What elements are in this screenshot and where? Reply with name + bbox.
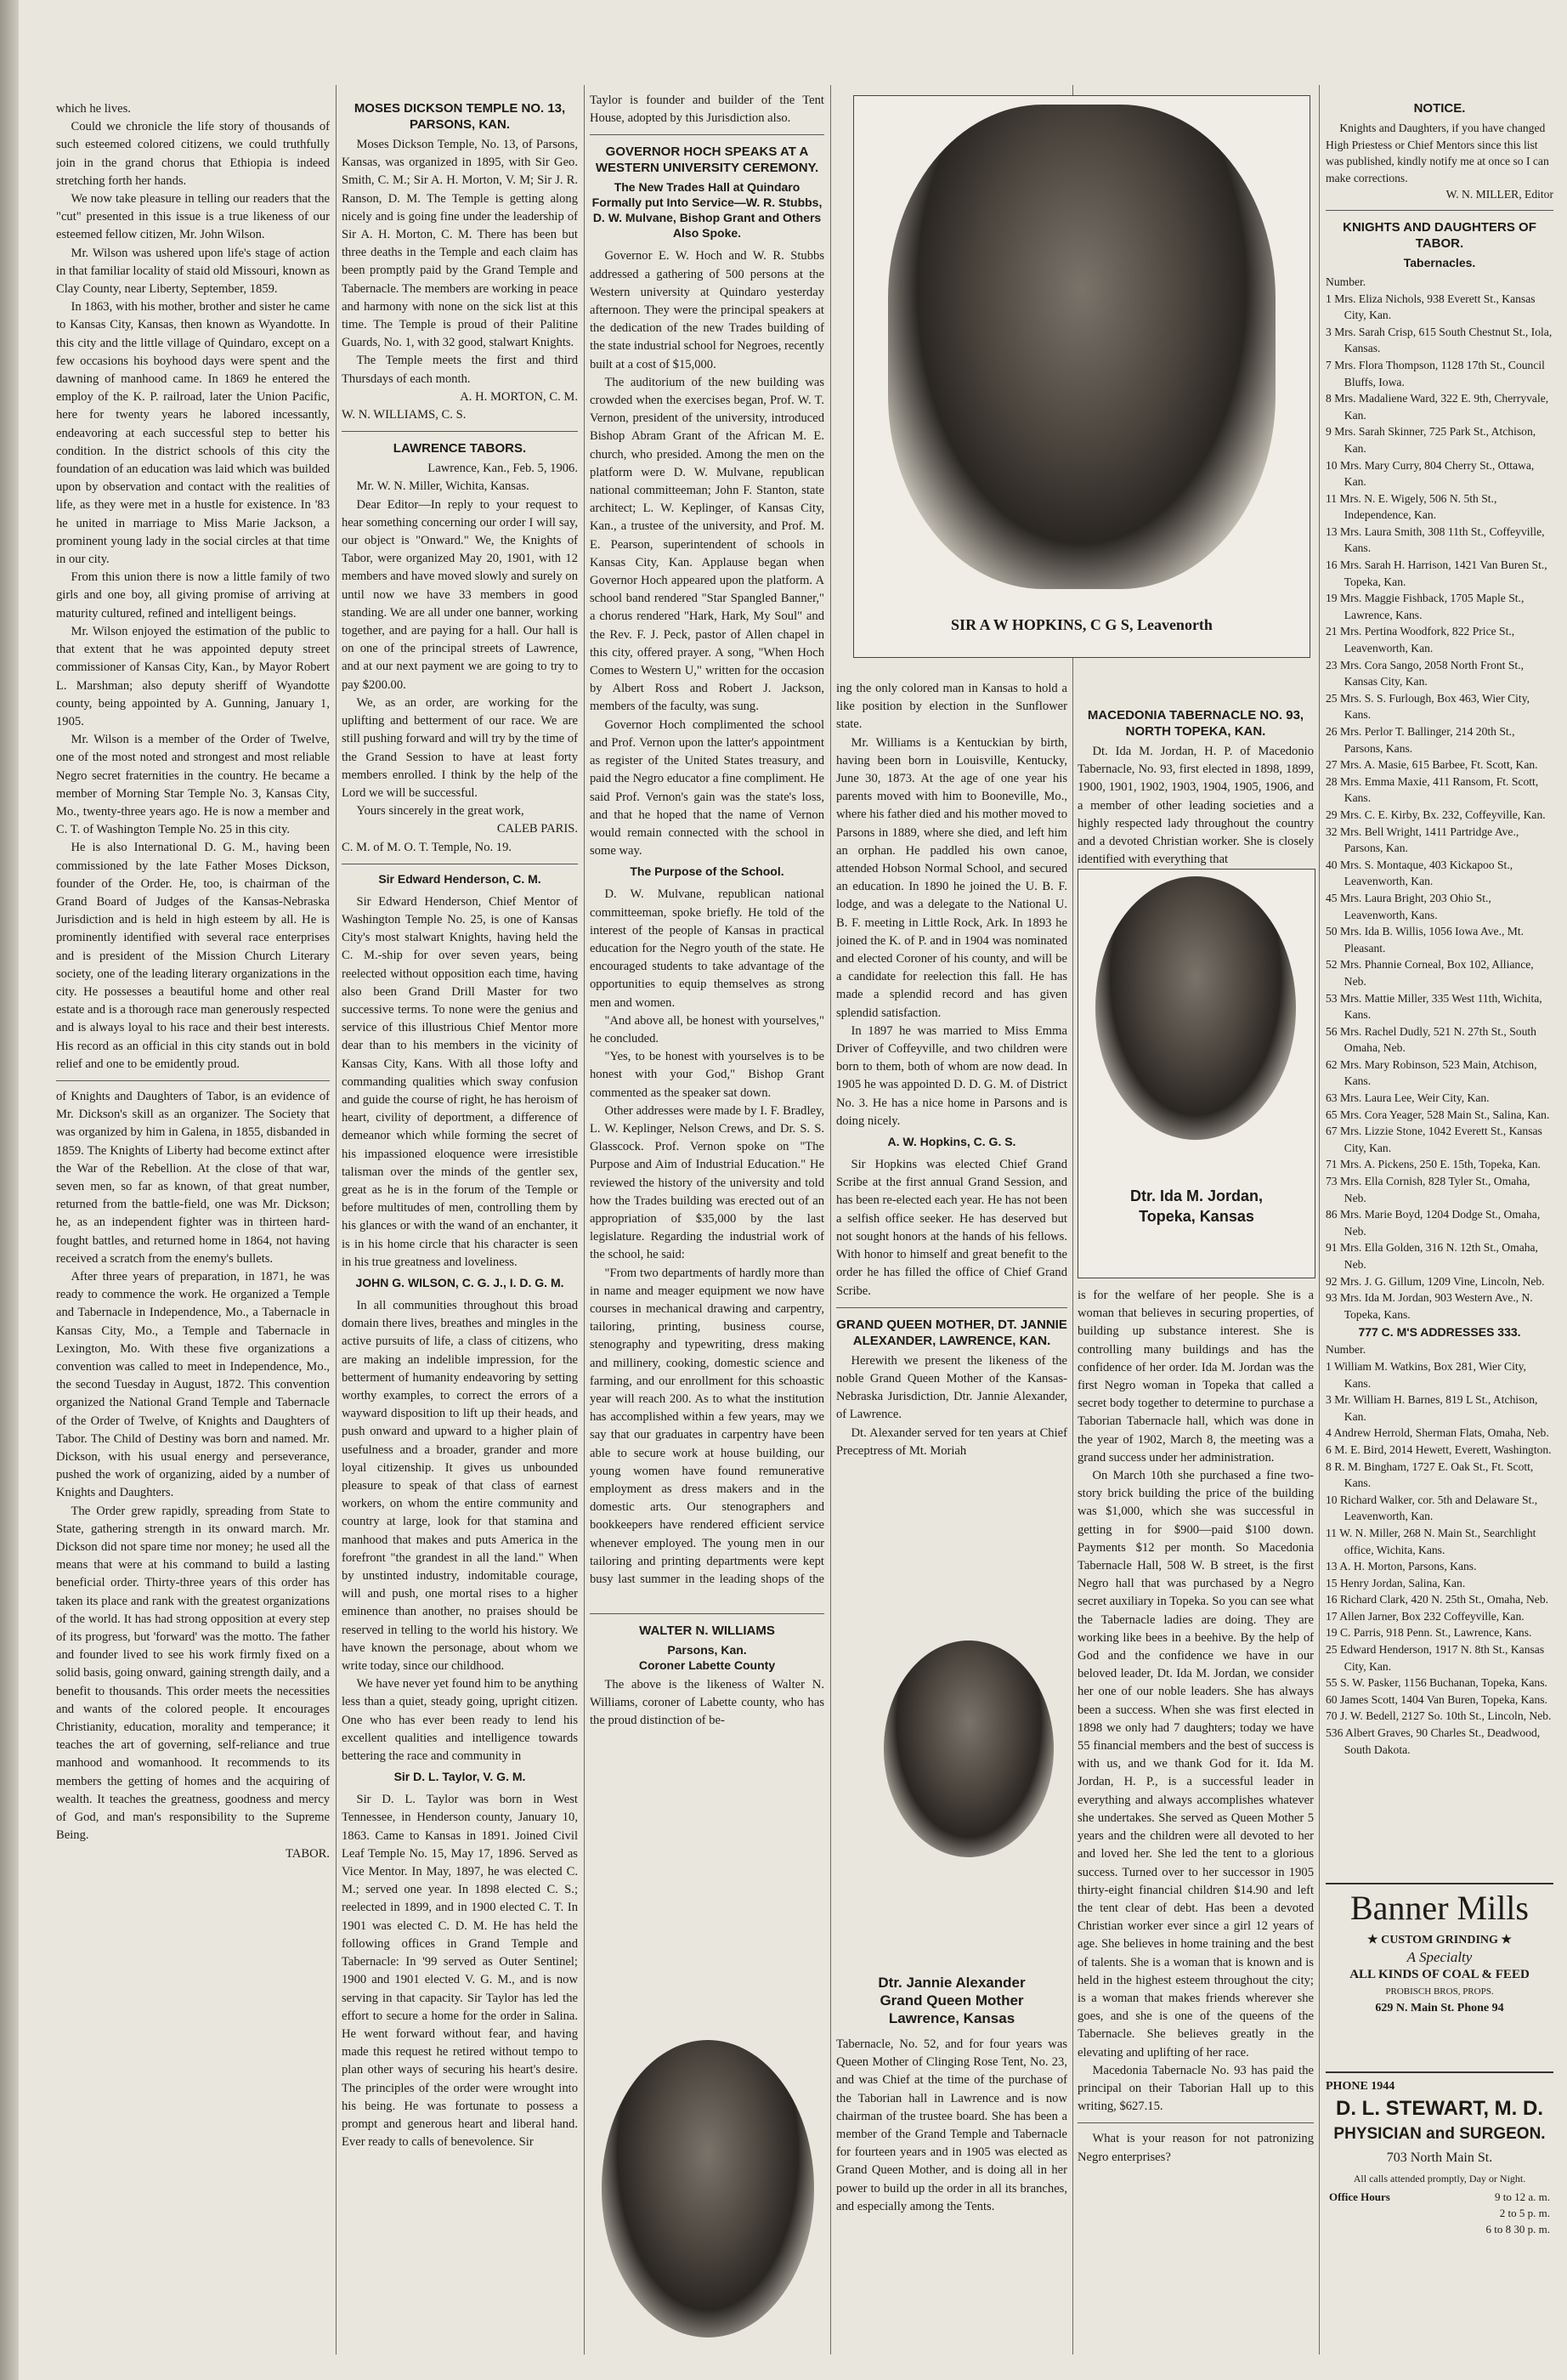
hopkins-portrait (888, 105, 1276, 589)
column-rule (336, 85, 337, 2354)
article-paragraph: which he lives. (56, 102, 131, 116)
caption-line: Dtr. Jannie Alexander (878, 1975, 1026, 1991)
article-paragraph: Herewith we present the likeness of the noble Grand Queen Mother of the Kansas-Nebraska Jurisdiction, Dtr. Jannie Alexander, of Lawrence. (836, 1353, 1067, 1422)
list-label: Number. (1326, 1343, 1366, 1357)
ad-line: PHYSICIAN and SURGEON. (1333, 2125, 1546, 2143)
portrait-caption (1078, 1186, 1315, 1227)
notice-text: Knights and Daughters, if you have changed High Priestess or Chief Mentors since this list was published, kindly notify me at once so I can make corrections. (1326, 122, 1549, 184)
ad-line: PROBISCH BROS, PROPS. (1385, 1986, 1494, 1997)
article-paragraph: Mr. Williams is a Kentuckian by birth, having been born in Louisville, Kentucky, June 30, 1873. At the age of one year his parents moved with him to Booneville, Mo., where his father died and his mother moved to Parsons in 1889, where she died, and left him an orphan. He paddled his own canoe, attended Hobson Normal School, and secured an education. In 1890 he joined the U. B. F. lodge, and was a delegate to the National U. B. F. meeting in Little Rock, Ark. In 1893 he joined the K. of P. and in 1904 was nominated and elected Coroner of his county, and will be a candidate for reelection this fall. He has made a splendid record and has given splendid satisfaction. (836, 735, 1067, 1020)
hours-line: 9 to 12 a. m. (1495, 2190, 1550, 2203)
list-item: 8 R. M. Bingham, 1727 E. Oak St., Ft. Scott, Kans. (1326, 1459, 1534, 1490)
article-paragraph: is for the welfare of her people. She is a woman that believes in securing properties, of building up substance interest. She is controlling many buildings and has the confidence of her order. Ida M. Jordan was the first Negro woman in Topeka that called a secret body together to determine to purchase a Taborian Tabernacle hall, which was done in the year of 1902, March 8, the meeting was a grand success under her administration. (1078, 1289, 1314, 1465)
column-4 (836, 680, 1067, 1615)
signature: C. M. of M. O. T. Temple, No. 19. (342, 840, 512, 854)
article-paragraph: We have never yet found him to be anything less than a quiet, steady going, upright citizen. One who has ever been ready to lend his excellent qualities and intelligence towards bettering the race and community in (342, 1677, 578, 1764)
article-paragraph: "From two departments of hardly more than in name and meager equipment we now have courses in mechanical drawing and carpentry, tailoring, printing, business course, stenography and typewriting, dress making and millinery, cooking, domestic science and farming, and our enrollment for this schoastic year will reach 200. As to what the institution has accomplished within a few years, may we say that our graduates in carpentry have been able to secure work at house building, our young women have found remunerative employment as dress makers and in the domestic arts. Our stenographers and bookkeepers have rendered efficient service whenever employed. The young men in our tailoring and printing departments were kept busy last summer in the leading shops of the (590, 1266, 824, 1587)
column-rule (830, 85, 831, 2354)
column-6 (1326, 92, 1553, 1877)
list-item: 40 Mrs. S. Montaque, 403 Kickapoo St., Leavenworth, Kan. (1326, 858, 1513, 888)
column-4-continued (836, 2036, 1067, 2350)
article-paragraph: Dt. Ida M. Jordan, H. P. of Macedonio Tabernacle, No. 93, first elected in 1898, 1899, 1900, 1901, 1902, 1903, 1904, 1905, 1906, and a member of other leading societies and a highly respected lady throughout the country and a devoted Christian worker. She is closely identified with everything that (1078, 745, 1314, 867)
ad-line: ★ CUSTOM GRINDING ★ (1367, 1934, 1512, 1946)
list-item: 536 Albert Graves, 90 Charles St., Deadwood, South Dakota. (1326, 1726, 1541, 1756)
list-item: 7 Mrs. Flora Thompson, 1128 17th St., Council Bluffs, Iowa. (1326, 358, 1545, 388)
article-paragraph: Dt. Alexander served for ten years at Chief Preceptress of Mt. Moriah (836, 1425, 1067, 1458)
subheadline: 777 C. M'S ADDRESSES 333. (1358, 1325, 1521, 1340)
portrait-caption: SIR A W HOPKINS, C G S, Leavenorth (951, 616, 1213, 633)
divider (1326, 210, 1553, 211)
list-item: 16 Richard Clark, 420 N. 25th St., Omaha, Neb. (1326, 1593, 1549, 1606)
list-item: 10 Richard Walker, cor. 5th and Delaware St., Leavenworth, Kan. (1326, 1493, 1538, 1523)
hours-line: 2 to 5 p. m. (1499, 2207, 1550, 2219)
cm-address-list (1326, 1358, 1553, 1758)
headline: GOVERNOR HOCH SPEAKS AT A WESTERN UNIVERSITY CEREMONY. (595, 144, 819, 176)
signature: CALEB PARIS. (496, 822, 578, 836)
ad-line: 703 North Main St. (1386, 2150, 1493, 2165)
divider (1078, 2122, 1314, 2123)
column-3 (590, 92, 824, 1588)
ad-line: D. L. STEWART, M. D. (1336, 2097, 1543, 2120)
list-item: 26 Mrs. Perlor T. Ballinger, 214 20th St., Parsons, Kans. (1326, 725, 1515, 755)
list-item: 3 Mrs. Sarah Crisp, 615 South Chestnut St., Iola, Kansas. (1326, 325, 1553, 355)
article-paragraph: Taylor is founder and builder of the Tent House, adopted by this Jurisdiction also. (590, 94, 824, 126)
signature: A. H. MORTON, C. M. (460, 389, 578, 404)
list-item: 11 W. N. Miller, 268 N. Main St., Searchlight office, Wichita, Kans. (1326, 1526, 1536, 1556)
physician-ad (1326, 2078, 1553, 2350)
list-item: 19 Mrs. Maggie Fishback, 1705 Maple St., Lawrence, Kans. (1326, 592, 1525, 621)
article-paragraph: He is also International D. G. M., having been commissioned by the late Father Moses Dickson, founder of the Order. He, too, is chairman of the Grand Board of Judges of the Kansas-Nebraska Jurisdiction and is held in high esteem by all. He is prominently identified with several race enterprises and is president of the Mission Church Literary society, one of the leading literary organizations in the city. He possesses a beautiful home and other real estate and is a thorough race man generously respected and is always loyal to his race and their best interests. His record as an official in this city stands out in bold relief and one to be emidently proud. (56, 841, 330, 1071)
article-paragraph: Tabernacle, No. 52, and for four years was Queen Mother of Clinging Rose Tent, No. 23, and was Chief at the time of the purchase of the Taborian hall in Lawrence and is now chairman of the trustee board. She has been a member of the Grand Temple and Tabernacle for fourteen years and in 1905 was elected as Grand Queen Mother, and is doing all in her power to build up the order in all its branches, and especially among the Tents. (836, 2037, 1067, 2213)
article-paragraph: Mr. Wilson is a member of the Order of Twelve, one of the most noted and strongest and most reliable Negro secret fraternities in the country. He became a member of Morning Star Temple No. 3, Kansas City, Mo., twenty-three years ago. He is now a member and C. T. of Washington Temple No. 25 in this city. (56, 733, 330, 837)
binding-edge (0, 0, 19, 2380)
article-paragraph: ing the only colored man in Kansas to hold a like position by election in the Sunflower state. (836, 682, 1067, 732)
tabernacle-list (1326, 291, 1553, 1323)
list-item: 9 Mrs. Sarah Skinner, 725 Park St., Atchison, Kan. (1326, 425, 1536, 455)
article-paragraph: On March 10th she purchased a fine two-story brick building the price of the building was $1,000, which she was successful in getting in for $900—paid $100 down. Payments $12 per month. So Macedonia Tabernacle Hall, 508 W. B street, is the first Negro hall that was purchased by a Negro secret auxiliary in Topeka. So you can see what the Tabernacle ladies are doing. They are working like bees in a beehive. By the help of God and the confidence we have in our beloved leader, Dt. Ida M. Jordan, we consider her one of our noble leaders. She has always been a success. When she was first elected in 1898 we only had 7 daughters; today we have 55 financial members and the best of success is with us, and we thank God for it. Ida M. Jordan, H. P., is a successful leader in everything and always accomplishes whatever she undertakes. She served as Queen Mother 5 years and the children were all devoted to her and loved her. She led the tent to a glorious success. Turned over to her successor in 1905 thirty-eight financial children $14.90 and left the tent clear of debt. Has been a devoted Christian worker ever since a girl 12 years of age. She believes in home training and the best of talents. She is a woman that is known and is held in the highest esteem throughout the city; is a woman that makes friends wherever she goes, and she is one of the queens of the Tabernacle. She believes greatly in the elevating and uplifting of her race. (1078, 1469, 1314, 2060)
list-item: 73 Mrs. Ella Cornish, 828 Tyler St., Omaha, Neb. (1326, 1175, 1530, 1204)
article-paragraph: Mr. Wilson enjoyed the estimation of the public to that extent that he was appointed deputy street commissioner of Kansas City, Kan., by Mayor Robert L. Marshman; also deputy sheriff of Wyandotte county, being appointed by A. Gunning, January 1, 1905. (56, 624, 330, 728)
jannie-alexander-portrait (884, 1640, 1054, 1857)
ad-line: 629 N. Main St. Phone 94 (1375, 2002, 1504, 2014)
subheadline: Coroner Labette County (638, 1658, 776, 1672)
list-item: 52 Mrs. Phannie Corneal, Box 102, Alliance, Neb. (1326, 958, 1534, 988)
list-item: 93 Mrs. Ida M. Jordan, 903 Western Ave., N. Topeka, Kans. (1326, 1291, 1533, 1321)
ad-title: Banner Mills (1350, 1889, 1529, 1927)
caption-line: Lawrence, Kansas (888, 2010, 1015, 2026)
list-item: 70 J. W. Bedell, 2127 So. 10th St., Lincoln, Neb. (1326, 1709, 1552, 1723)
office-hours (1326, 2187, 1553, 2239)
hours-label: Office Hours (1329, 2190, 1390, 2203)
list-item: 67 Mrs. Lizzie Stone, 1042 Everett St., Kansas City, Kan. (1326, 1125, 1542, 1154)
subheadline: Tabernacles. (1403, 255, 1476, 269)
article-paragraph: Governor Hoch complimented the school and Prof. Vernon upon the latter's appointment as register of the United States treasury, and paid the Negro educator a fine compliment. He said Prof. Vernon's gain was the state's loss, and that he hoped that the name of Vernon would remain connected with the school in some way. (590, 717, 824, 858)
article-paragraph: The Temple meets the first and third Thursdays of each month. (342, 354, 578, 386)
subheadline: The Purpose of the School. (630, 864, 784, 879)
list-item: 6 M. E. Bird, 2014 Hewett, Everett, Washington. (1326, 1442, 1552, 1456)
column-5-top (1078, 699, 1314, 877)
column-5 (1078, 1287, 1314, 2349)
signature: TABOR. (286, 1846, 330, 1861)
ad-line: A Specialty (1406, 1949, 1473, 1965)
column-2 (342, 92, 578, 2353)
ad-line: ALL KINDS OF COAL & FEED (1349, 1968, 1530, 1981)
article-paragraph: Could we chronicle the life story of thousands of such esteemed colored citizens, we could truthfully join in the grand chorus that Ethiopia is indeed stretching forth her hands. (56, 120, 330, 188)
article-paragraph: In all communities throughout this broad domain there lives, breathes and mingles in the active pursuits of life, a class of citizens, who are making an indelible impression, for the betterment of humanity endeavoring by setting worthy examples, to correct the errors of a wayward disposition to lift up their heads, and push onward and upward to a higher plain of usefulness and a broader, grander and more loyal citizenship. It gives us unbounded pleasure to speak of that class of earnest workers, on whom the entire community and country at large, look for that stamina and manhood that makes and puts America in the forefront "the grandest in all the land." When by unstinted industry, indomitable courage, will and push, one mortal rises to a higher eminence than another, no praises should be reserved in telling to the world his history. We have known the personage, about whom we write today, since our childhood. (342, 1298, 578, 1674)
list-item: 56 Mrs. Rachel Dudly, 521 N. 27th St., South Omaha, Neb. (1326, 1024, 1536, 1055)
walter-williams-portrait (602, 2040, 814, 2338)
column-rule (1319, 85, 1320, 2354)
article-paragraph: Sir Hopkins was elected Chief Grand Scribe at the first annual Grand Session, and has been re-elected each year. He has not been a selfish office seeker. He has deserved but not sought honors at the hands of his fellows. With honor to himself and great benefit to the order he has filled the office of Chief Grand Scribe. (836, 1158, 1067, 1298)
article-paragraph: D. W. Mulvane, republican national committeeman, spoke briefly. He told of the interest of the people of Kansas in practical education for the Negro youth of the state. He encouraged students to take advantage of the opportunities to equip themselves as strong men and women. (590, 887, 824, 1010)
divider (342, 431, 578, 432)
headline: LAWRENCE TABORS. (393, 441, 527, 456)
headline: WALTER N. WILLIAMS (639, 1624, 775, 1638)
list-item: 10 Mrs. Mary Curry, 804 Cherry St., Ottawa, Kan. (1326, 458, 1535, 489)
list-label: Number. (1326, 275, 1366, 288)
list-item: 3 Mr. William H. Barnes, 819 L St., Atchison, Kan. (1326, 1393, 1538, 1423)
list-item: 71 Mrs. A. Pickens, 250 E. 15th, Topeka, Kan. (1326, 1158, 1541, 1171)
list-item: 4 Andrew Herrold, Sherman Flats, Omaha, Neb. (1326, 1426, 1549, 1440)
portrait-caption (836, 1974, 1067, 2027)
article-paragraph: The above is the likeness of Walter N. Williams, coroner of Labette county, who has the proud distinction of be- (590, 1678, 824, 1728)
article-paragraph: of Knights and Daughters of Tabor, is an evidence of Mr. Dickson's skill as an organizer. The Society that was organized by him in Galena, in 1855, disbanded in 1859. The Knights of Liberty had become extinct after the War of the Rebellion. At the close of that war, seven men, so far as known, of that great number, returned from the battle-field, one was Mr. Dickson; he, as an independent fighter was in thirteen hard-fought battles, and returned home in 1864, not having received a scratch from the enemy's bullets. (56, 1089, 330, 1266)
article-paragraph: Sir D. L. Taylor was born in West Tennessee, in Henderson county, January 10, 1863. Came to Kansas in 1891. Joined Civil Leaf Temple No. 15, May 17, 1896. Served as Vice Mentor. In May, 1897, he was elected C. M.; served one year. In 1898 elected C. S.; reelected in 1899, and in 1900 elected C. T. In 1901 was elected C. D. M. He has held the following offices in Grand Temple and Tabernacle: In '99 served as Outer Sentinel; 1900 and 1901 elected V. G. M., and is now serving in that capacity. Sir Taylor has led the effort to secure a home for the order in Salina. He went forward without fear, and having made this request he retired without tempo to plan other ways of securing his heart's desire. The principles of the order were wrought into his being. He was fortunate to possess a prompt and generous heart and liberal hand. Ever ready to calls of benevolence. Sir (342, 1793, 578, 2150)
divider (836, 1307, 1067, 1308)
article-paragraph: Yours sincerely in the great work, (356, 804, 524, 819)
divider (590, 1613, 824, 1614)
article-paragraph: What is your reason for not patronizing Negro enterprises? (1078, 2132, 1314, 2164)
hopkins-portrait-frame (853, 95, 1310, 658)
list-item: 17 Allen Jarner, Box 232 Coffeyville, Kan. (1326, 1609, 1525, 1623)
article-paragraph: "And above all, be honest with yourselves," he concluded. (590, 1013, 824, 1046)
subheadline: A. W. Hopkins, C. G. S. (887, 1135, 1016, 1149)
ida-jordan-portrait (1095, 876, 1296, 1140)
list-item: 45 Mrs. Laura Bright, 203 Ohio St., Leavenworth, Kans. (1326, 891, 1491, 921)
divider (56, 1080, 330, 1081)
subheadline: Sir D. L. Taylor, V. G. M. (393, 1770, 526, 1784)
list-item: 11 Mrs. N. E. Wigely, 506 N. 5th St., Independence, Kan. (1326, 491, 1497, 522)
article-paragraph: We, as an order, are working for the uplifting and betterment of our race. We are still pushing forward and will try by the time of the Grand Session to have at least forty members enrolled. I think by the help of the Lord we will be successful. (342, 695, 578, 800)
list-item: 13 Mrs. Laura Smith, 308 11th St., Coffeyville, Kans. (1326, 524, 1545, 555)
list-item: 62 Mrs. Mary Robinson, 523 Main, Atchison, Kans. (1326, 1057, 1537, 1088)
article-paragraph: Sir Edward Henderson, Chief Mentor of Washington Temple No. 25, is one of Kansas City's most stalwart Knights, having held the C. M.-ship for over seven years, being reelected without opposition each time, having also been Grand Drill Master for two successive terms. To none were the genius and service of this illustrious Chief Mentor more dear than to his members in the vicinity of Kansas City, Kans. With all those lofty and commanding qualities which sway confusion and guide the course of right, he has heroism of heart, civility of deportment, a difference of demeanor which while forming the secret of his impassioned eloquence were irresistible talisman over the minds of the gentler sex, great as he is in the forum of the Temple or before multitudes of men, controlling them by his glances or with the wand of an enchanter, it is in his home circle that his character is seen in his true greatness and loveliness. (342, 894, 578, 1269)
list-item: 53 Mrs. Mattie Miller, 335 West 11th, Wichita, Kans. (1326, 991, 1542, 1022)
headline: MACEDONIA TABERNACLE NO. 93, NORTH TOPEKA, KAN. (1087, 708, 1304, 739)
subheadline: The New Trades Hall at Quindaro Formally put Into Service—W. R. Stubbs, D. W. Mulvane, Bishop Grant and Others Also Spoke. (591, 180, 823, 241)
list-item: 65 Mrs. Cora Yeager, 528 Main St., Salina, Kan. (1326, 1108, 1550, 1121)
list-item: 28 Mrs. Emma Maxie, 411 Ransom, Ft. Scott, Kans. (1326, 774, 1539, 805)
subheadline: Sir Edward Henderson, C. M. (378, 871, 541, 886)
list-item: 50 Mrs. Ida B. Willis, 1056 Iowa Ave., Mt. Pleasant. (1326, 925, 1525, 955)
ad-line: PHONE 1944 (1326, 2080, 1395, 2093)
list-item: 25 Edward Henderson, 1917 N. 8th St., Kansas City, Kan. (1326, 1643, 1545, 1673)
salutation: Mr. W. N. Miller, Wichita, Kansas. (356, 479, 529, 494)
ad-line: All calls attended promptly, Day or Night. (1353, 2173, 1526, 2184)
dateline: Lawrence, Kan., Feb. 5, 1906. (427, 462, 578, 476)
article-paragraph: Other addresses were made by I. F. Bradley, L. W. Keplinger, Nelson Crews, and Dr. S. S. Glasscock. Prof. Vernon spoke on "The Purpose and Aim of Industrial Education." He reviewed the history of the university and told how the Trades building was erected out of an appropriation of $35,000 by the last legislature. Regarding the industrial work of the school, he said: (590, 1103, 824, 1262)
article-paragraph: From this union there is now a little family of two girls and one boy, all giving promise of arriving at maturity cultured, refined and intelligent beings. (56, 570, 330, 620)
article-paragraph: In 1897 he was married to Miss Emma Driver of Coffeyville, and two children were born to them, both of whom are now dead. In 1905 he was appointed D. D. G. M. of District No. 3. He has a nice home in Parsons and is doing nicely. (836, 1023, 1067, 1128)
list-item: 32 Mrs. Bell Wright, 1411 Partridge Ave., Parsons, Kan. (1326, 824, 1519, 855)
article-paragraph: Moses Dickson Temple, No. 13, of Parsons, Kansas, was organized in 1895, with Sir Geo. Smith, C. M.; Sir A. H. Morton, V. M; Sir J. R. Ranson, D. M. The Temple is getting along nicely and is going fine under the leadership of Sir A. H. Morton, C. M. There has been but three deaths in the Temple and each claim has been promptly paid by the Grand Temple and Tabernacle. The members are working in peace and harmony with none on the sick list at this time. The Temple is proud of their Palitine Guards, No. 1, with 32 good, stalwart Knights. (342, 138, 578, 350)
list-item: 55 S. W. Pasker, 1156 Buchanan, Topeka, Kans. (1326, 1676, 1547, 1690)
subheadline: JOHN G. WILSON, C. G. J., I. D. G. M. (355, 1275, 564, 1289)
subheadline: Parsons, Kan. (667, 1643, 747, 1657)
list-item: 19 C. Parris, 918 Penn. St., Lawrence, Kans. (1326, 1626, 1532, 1640)
headline: MOSES DICKSON TEMPLE NO. 13, PARSONS, KAN. (354, 101, 566, 132)
list-item: 1 Mrs. Eliza Nichols, 938 Everett St., Kansas City, Kan. (1326, 292, 1536, 322)
list-item: 1 William M. Watkins, Box 281, Wier City, Kans. (1326, 1359, 1526, 1390)
list-item: 23 Mrs. Cora Sango, 2058 North Front St., Kansas City, Kan. (1326, 658, 1524, 688)
banner-mills-ad (1326, 1883, 1553, 2073)
caption-line: Grand Queen Mother (880, 1992, 1024, 2009)
list-item: 92 Mrs. J. G. Gillum, 1209 Vine, Lincoln, Neb. (1326, 1274, 1545, 1288)
signature: W. N. MILLER, Editor (1445, 188, 1553, 201)
list-item: 86 Mrs. Marie Boyd, 1204 Dodge St., Omaha, Neb. (1326, 1208, 1541, 1238)
article-paragraph: The auditorium of the new building was crowded when the exercises began, Prof. W. T. Vernon, president of the university, introduced Bishop Abram Grant of the African M. E. church, who presided. Among the men on the platform were D. W. Mulvane, republican national committeeman; John F. Stanton, state architect; L. W. Keplinger, of Kansas City, Kan., a trustee of the university, and Prof. M. E. Pearson, superintendent of schools in Kansas City, Kan. Applause began when Governor Hoch appeared upon the platform. A school band rendered "Star Spangled Banner," a chorus rendered "Hark, Hark, My Soul" and the Rev. F. J. Peck, pastor of Allen chapel in this city, offered prayer. A song, "When Hoch Comes to Western U," written for the occasion by Albert Ross and Robert J. Jackson, members of the faculty, was sung. (590, 375, 824, 714)
signature: W. N. WILLIAMS, C. S. (342, 408, 467, 422)
list-item: 91 Mrs. Ella Golden, 316 N. 12th St., Omaha, Neb. (1326, 1241, 1538, 1271)
column-rule (584, 85, 585, 2354)
article-paragraph: After three years of preparation, in 1871, he was ready to commence the work. He organized a Temple and Tabernacle in Independence, Mo., a Tabernacle in Kansas City, Mo., a Temple and Tabernacle in Lexington, Mo. With these five organizations a convention was called to meet in Independence, Mo., the second Tuesday in August, 1872. This convention organized the National Grand Temple and Tabernacle of the Order of Twelve, of Knights and Daughters of Tabor. The Child of Destiny was born and named. Mr. Dickson, with his usual energy and perseverance, pushed the work of organizing, aided by a number of Knights and Daughters. (56, 1270, 330, 1500)
list-item: 13 A. H. Morton, Parsons, Kans. (1326, 1560, 1477, 1573)
article-paragraph: In 1863, with his mother, brother and sister he came to Kansas City, Kansas, then known as Wyandotte. In this city and the little village of Quindaro, except on a few occasions his boyhood days were spent and the dawning of manhood came. In 1869 he entered the employ of the K. P. railroad, later the Union Pacific, here for twenty years he labored incessantly, endeavoring at each successful step to better his condition. In the district schools of this city the foundation of an education was laid which was builded upon by observation and contact with the realities of life, as they were met in a hustle for existence. In '83 he united in marriage to Miss Marie Jackson, a prominent young lady in the social circles at that time in our city. (56, 300, 330, 567)
ida-jordan-portrait-frame (1078, 869, 1315, 1278)
list-item: 29 Mrs. C. E. Kirby, Bx. 232, Coffeyville, Kan. (1326, 808, 1546, 821)
hours-line: 6 to 8 30 p. m. (1485, 2223, 1550, 2236)
article-paragraph: "Yes, to be honest with yourselves is to be honest with your God," Bishop Grant commented as the speaker sat down. (590, 1050, 824, 1100)
headline: KNIGHTS AND DAUGHTERS OF TABOR. (1343, 219, 1536, 251)
walter-williams-header (590, 1606, 824, 1776)
article-paragraph: Macedonia Tabernacle No. 93 has paid the principal on their Taborian Hall up to this writing, $627.15. (1078, 2063, 1314, 2114)
column-1 (56, 100, 330, 2361)
list-item: 63 Mrs. Laura Lee, Weir City, Kan. (1326, 1091, 1490, 1105)
list-item: 8 Mrs. Madaliene Ward, 322 E. 9th, Cherryvale, Kan. (1326, 392, 1549, 422)
headline: GRAND QUEEN MOTHER, DT. JANNIE ALEXANDER, LAWRENCE, KAN. (836, 1317, 1067, 1348)
list-item: 27 Mrs. A. Masie, 615 Barbee, Ft. Scott, Kan. (1326, 758, 1538, 772)
article-paragraph: Governor E. W. Hoch and W. R. Stubbs addressed a gathering of 500 persons at the Western university at Quindaro yesterday afternoon. They were the principal speakers at the dedication of the new Trades building of the state industrial school for Negroes, recently built at a cost of $15,000. (590, 249, 824, 371)
list-item: 15 Henry Jordan, Salina, Kan. (1326, 1576, 1466, 1590)
list-item: 21 Mrs. Pertina Woodfork, 822 Price St., Leavenworth, Kan. (1326, 625, 1515, 655)
article-paragraph: Mr. Wilson was ushered upon life's stage of action in that familiar locality of staid old Missouri, known as Clay County, near Liberty, September, 1859. (56, 246, 330, 297)
list-item: 16 Mrs. Sarah H. Harrison, 1421 Van Buren St., Topeka, Kan. (1326, 558, 1547, 588)
list-item: 60 James Scott, 1404 Van Buren, Topeka, Kans. (1326, 1692, 1547, 1706)
article-paragraph: The Order grew rapidly, spreading from State to State, gathering strength in its onward march. Mr. Dickson did not spare time nor money; he used all the means that were at his command to build a lasting beneficial order. Thirty-three years of this order has taken its place and rank with the greatest organizations of the world. It has had strong opposition at every step of its progress, but 'forward' was the motto. The father and founder lived to see his work firmly fixed on a solid basis, going onward, gaining strength daily, and a benefit to thousands. This order meets the necessities and wants of the colored people. It encourages Christianity, education, morality and temperance; it teaches the art of governing, self-reliance and true manhood and womanhood. It recommends to its members the getting of homes and the acquiring of wealth. It teaches the greatness, goodness and mercy of God, and man's responsibility to the Supreme Being. (56, 1504, 330, 1843)
article-paragraph: We now take pleasure in telling our readers that the "cut" presented in this issue is a true likeness of our esteemed fellow citizen, Mr. John Wilson. (56, 192, 330, 242)
hours-values (1486, 2189, 1550, 2237)
article-paragraph: Dear Editor—In reply to your request to hear something concerning our order I will say, our object is "Onward." We, the Knights of Tabor, were organized May 20, 1901, with 12 members and have moved slowly and surely on until now we have 33 members in good standing. We are all under one banner, working together, and are paying for a hall. Our hall is on one of the principal streets of Lawrence, and at our next payment we are going to try to pay $200.00. (342, 497, 578, 692)
caption-line: Topeka, Kansas (1139, 1208, 1254, 1225)
caption-line: Dtr. Ida M. Jordan, (1129, 1187, 1264, 1204)
headline: NOTICE. (1413, 101, 1466, 116)
divider (590, 134, 824, 135)
list-item: 25 Mrs. S. S. Furlough, Box 463, Wier City, Kans. (1326, 691, 1530, 722)
